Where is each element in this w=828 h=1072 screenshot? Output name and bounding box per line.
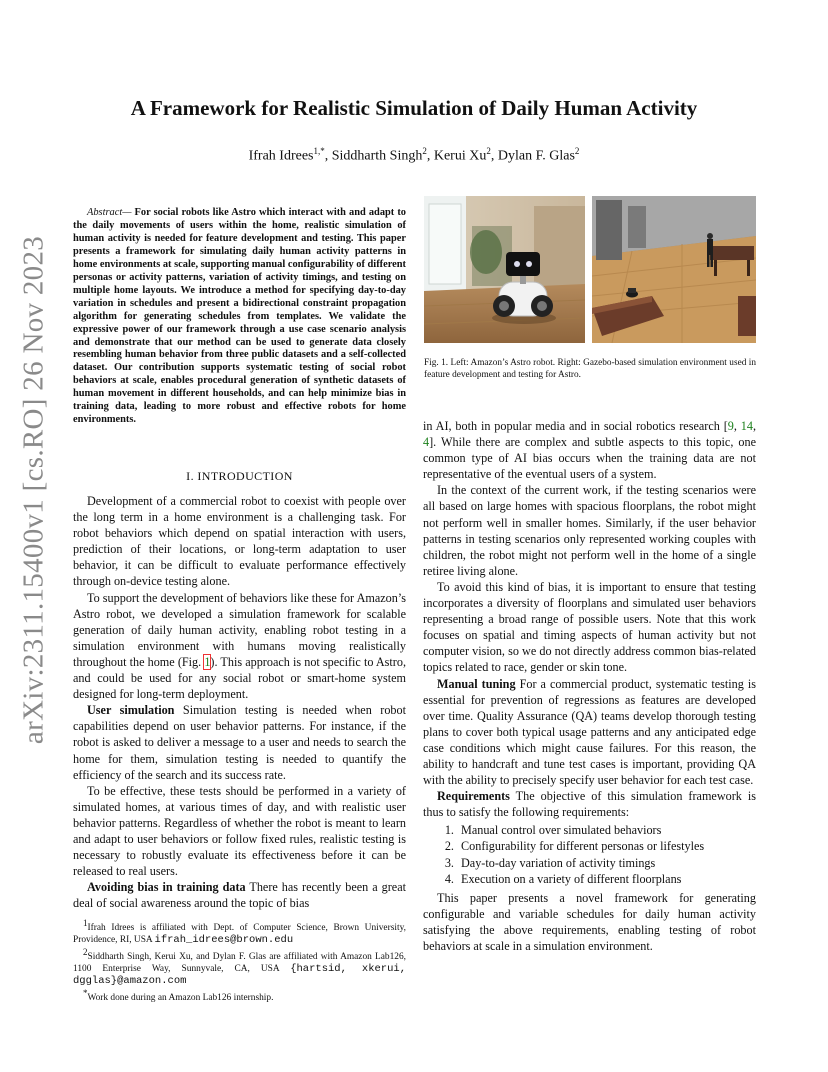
- paragraph: To be effective, these tests should be performed in a variety of simulated homes, at various times of day, and with realistic user behavior patterns. Regardless of whether the robot is meant to learn and adapt to user behaviors or follow fixed rules, realistic testing is necessary to robustly evaluate its effectiveness before it can be released to real users.: [73, 783, 406, 879]
- arxiv-stamp: [14, 120, 54, 860]
- requirements-list: [423, 822, 756, 886]
- email-address: ifrah_idrees@brown.edu: [154, 933, 294, 946]
- author-separator: ,: [490, 148, 498, 164]
- footnote-text: Siddharth Singh, Kerui Xu, and Dylan F. Glas are affiliated with Amazon Lab126, 1100 Enterprise Way, Sunnyvale, CA, USA: [73, 952, 406, 975]
- paragraph-text: There has recently been a great deal of social awareness around the topic of bias: [73, 880, 406, 911]
- author-list: [0, 146, 828, 165]
- paragraph: [423, 788, 756, 820]
- citation-link[interactable]: 14: [740, 419, 753, 433]
- astro-robot-photo: [424, 196, 585, 343]
- author-affiliation: 2: [486, 146, 491, 156]
- paragraph: [73, 879, 406, 911]
- author-separator: ,: [426, 148, 434, 164]
- footnote: $^1$Ifrah Idrees is affiliated with Dept. of Computer Science, Brown University, Providence, RI, USA ifrah_idrees@brown.edu: [73, 918, 406, 946]
- section-heading: I. INTRODUCTION: [186, 469, 293, 483]
- author-separator: ,: [324, 148, 332, 164]
- figure-reference-link[interactable]: 1: [204, 654, 211, 669]
- footnote: *Work done during an Amazon Lab126 internship.: [83, 988, 274, 1004]
- paragraph: [73, 702, 406, 782]
- paragraph: This paper presents a novel framework for generating configurable and variable schedules for daily human activity satisfying the above requirements, enabling testing of robot behaviors at scale in a simulation environment.: [423, 890, 756, 953]
- author-name: Ifrah Idrees: [248, 148, 314, 164]
- gazebo-simulation-render: [592, 196, 756, 343]
- paragraph-text: The objective of this simulation framework is thus to satisfy the following requirements:: [423, 789, 756, 820]
- author-name: Siddharth Singh: [331, 148, 423, 164]
- gazebo-scene-illustration: [592, 196, 756, 343]
- footnote: $^2$Siddharth Singh, Kerui Xu, and Dylan F. Glas are affiliated with Amazon Lab126, 1100 Enterprise Way, Sunnyvale, CA, USA {hartsid, xkerui, dgglas}@amazon.com: [73, 947, 406, 987]
- paper-title: A Framework for Realistic Simulation of Daily Human Activity: [130, 96, 698, 120]
- paragraph-text: ). This approach is not specific to Astro, and could be used for any social robot or smart-home system designed for long-term deployment.: [73, 654, 406, 702]
- footnotes: [73, 918, 406, 1006]
- list-item: 1. Manual control over simulated behaviors: [457, 822, 756, 838]
- author-affiliation: 2: [422, 146, 427, 156]
- paragraph-text: Simulation testing is needed when robot capabilities depend on user behavior patterns. For instance, if the robot is asked to deliver a message to a user and needs to search the home for them, simulation testing is needed to quantify the efficiency of the search and its success rate.: [73, 703, 406, 782]
- abstract-label: Abstract—: [87, 207, 132, 218]
- paragraph-text: in AI, both in popular media and in social robotics research [: [423, 419, 728, 433]
- email-address: {hartsid, xkerui, dgglas}@amazon.com: [73, 963, 406, 987]
- run-in-heading: Requirements: [437, 789, 510, 804]
- list-item: 4. Execution on a variety of different floorplans: [457, 871, 756, 887]
- paragraph-text: ]. While there are complex and subtle aspects to this topic, one common type of AI bias occurs when the training data are not representative of the eventual users of a system.: [423, 435, 756, 482]
- author-affiliation: 1,*: [313, 146, 325, 156]
- citation-link[interactable]: 4: [423, 435, 430, 450]
- footnote-text: Ifrah Idrees is affiliated with Dept. of Computer Science, Brown University, Providence, RI, USA: [73, 923, 406, 945]
- abstract: [73, 207, 406, 427]
- paragraph: Development of a commercial robot to coexist with people over the long term in a home environment is a challenging task. For robot behaviors which depend on spatial interaction with users, prediction of their locations, or long-term adaptation to user behavior, it can be difficult to evaluate performance effectively through on-device testing alone.: [73, 494, 406, 589]
- citation-link[interactable]: 9: [727, 419, 734, 433]
- author-name: Kerui Xu: [433, 148, 487, 164]
- right-column: [423, 418, 756, 954]
- list-item: 3. Day-to-day variation of activity timings: [457, 855, 756, 871]
- run-in-heading: Manual tuning: [437, 676, 516, 691]
- run-in-heading: User simulation: [87, 703, 175, 718]
- left-column: [73, 493, 406, 911]
- paragraph: To avoid this kind of bias, it is important to ensure that testing incorporates a diversity of floorplans and simulated user behaviors representing a broad range of possible users. Note that this work focuses on spatial and timing aspects of human activity but not computer vision, so we do not directly address common bias-related topics related to race, gender or skin tone.: [423, 579, 756, 675]
- paragraph: [423, 676, 756, 789]
- paragraph: In the context of the current work, if the testing scenarios were all based on large homes with spacious floorplans, the robot might not perform well in smaller homes. Similarly, if the user behavior patterns in testing scenarios only represented working couples with children, the robot might not perform well in the home of a single retiree living alone.: [423, 483, 756, 578]
- abstract-text: For social robots like Astro which interact with and adapt to the daily movements of users within the home, realistic simulation of human activity is needed for feature development and testing. This paper presents a framework for simulating daily human activity patterns in home environments at scale, supporting manual configurability of different personas or activity patterns, variation of activity timings, and testing on multiple home layouts. We introduce a method for specifying day-to-day variation in schedules and present a bidirectional constraint propagation algorithm for generating schedules from templates. We validate the expressive power of our framework through a use case scenario analysis and demonstrate that our method can be used to generate data closely resembling human behavior from three public datasets and a self-collected dataset. Our contribution supports systematic testing of social robot behaviors at scale, enables procedural generation of synthetic datasets of human movement in different households, and can help minimize bias in training data, leading to more robust and effective robots for home environments.: [73, 207, 406, 426]
- paragraph-text: To support the development of behaviors like these for Amazon’s Astro robot, we developed a simulation framework for scalable generation of daily human activity, enabling robot testing in a simulation environment with humans moving realistically throughout the home (Fig.: [73, 590, 406, 669]
- author-affiliation: 2: [574, 146, 580, 156]
- figure-caption: Fig. 1. Left: Amazon’s Astro robot. Right: Gazebo-based simulation environment used in feature development and testing for Astro.: [424, 358, 756, 380]
- author-name: Dylan F. Glas: [497, 148, 575, 164]
- paragraph-text: For a commercial product, systematic testing is essential for prevention of regressions as features are developed over time. Quality Assurance (QA) teams develop thorough testing plans to cover both typical usage patterns and any anticipated edge case conditions which might cause failures. For this reason, the ability to handcraft and tune test cases is important, providing QA with the ability to precisely specify user behavior for each test case.: [423, 676, 756, 788]
- paragraph: in AI, both in popular media and in social robotics research [9, 14, 4]. While there are complex and subtle aspects to this topic, one common type of AI bias occurs when the training data are not representative of the eventual users of a system.: [423, 419, 757, 482]
- run-in-heading: Avoiding bias in training data: [87, 880, 246, 895]
- arxiv-stamp-text: arXiv:2311.15400v1 [cs.RO] 26 Nov 2023: [17, 235, 50, 745]
- footnote-text: Work done during an Amazon Lab126 internship.: [87, 993, 274, 1004]
- paragraph: [73, 590, 406, 703]
- list-item: 2. Configurability for different personas or lifestyles: [457, 838, 756, 854]
- astro-robot-illustration: [424, 196, 585, 343]
